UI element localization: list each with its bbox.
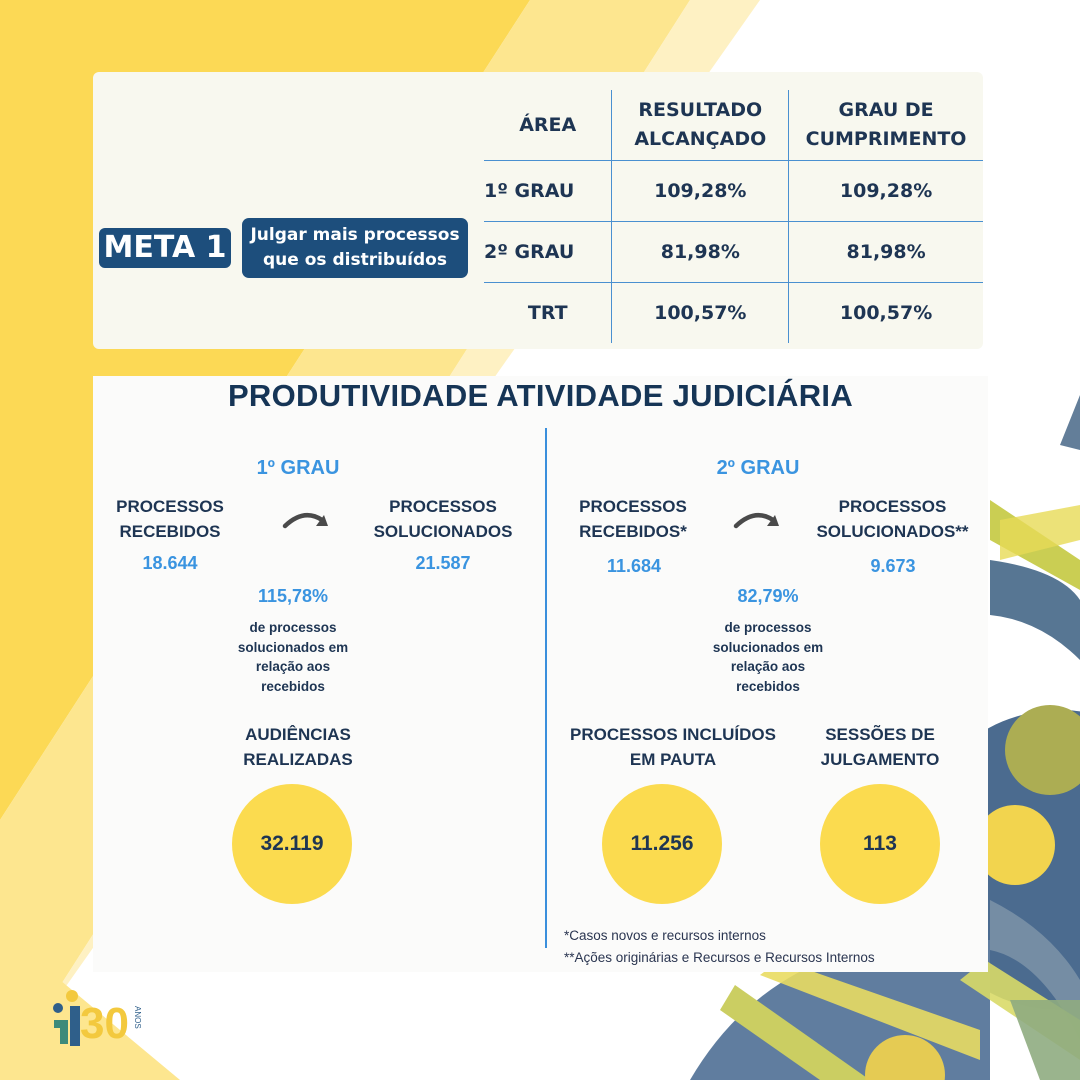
second-grade-heading: 2º GRAU [716, 457, 800, 479]
cell-area: 1º GRAU [484, 161, 612, 222]
logo-sub: ANOS [133, 1006, 142, 1029]
second-received-label: PROCESSOS RECEBIDOS* [579, 497, 687, 541]
cell-cumprimento: 109,28% [789, 161, 983, 222]
divider [545, 428, 547, 948]
meta-table [484, 90, 983, 343]
table-row [484, 222, 983, 283]
first-grade-heading: 1º GRAU [256, 457, 340, 479]
cell-resultado: 81,98% [612, 222, 789, 283]
cell-area: 2º GRAU [484, 222, 612, 283]
cell-resultado: 109,28% [612, 161, 789, 222]
second-solved-value: 9.673 [870, 556, 916, 576]
sessions-circle: 113 [820, 784, 940, 904]
meta-card [93, 72, 983, 349]
first-percent: 115,78% [257, 586, 329, 606]
first-percent-caption: de processos solucionados em relação aos recebidos [237, 620, 349, 694]
cell-area: TRT [484, 283, 612, 344]
header-cumprimento: GRAU DE CUMPRIMENTO [789, 90, 983, 161]
agenda-label: PROCESSOS INCLUÍDOS EM PAUTA [570, 725, 776, 769]
agenda-circle: 11.256 [602, 784, 722, 904]
first-received-value: 18.644 [142, 553, 198, 573]
cell-cumprimento: 81,98% [789, 222, 983, 283]
header-resultado: RESULTADO ALCANÇADO [612, 90, 789, 161]
hearings-label: AUDIÊNCIAS REALIZADAS [243, 725, 353, 769]
table-row [484, 283, 983, 344]
footnote-2: **Ações originárias e Recursos e Recursos Internos [564, 950, 875, 965]
footnote-1: *Casos novos e recursos internos [564, 928, 766, 943]
curved-arrow-icon [733, 506, 783, 530]
table-row [484, 161, 983, 222]
first-received-label: PROCESSOS RECEBIDOS [116, 497, 224, 541]
sessions-label: SESSÕES DE JULGAMENTO [820, 725, 940, 769]
header-area: ÁREA [519, 113, 577, 136]
trt-30-anos-logo [50, 988, 150, 1050]
productivity-title: PRODUTIVIDADE ATIVIDADE JUDICIÁRIA [227, 378, 854, 413]
hearings-circle: 32.119 [232, 784, 352, 904]
second-percent-caption: de processos solucionados em relação aos recebidos [712, 620, 824, 694]
second-received-value: 11.684 [606, 556, 662, 576]
first-solved-value: 21.587 [415, 553, 471, 573]
first-solved-label: PROCESSOS SOLUCIONADOS [373, 497, 513, 541]
productivity-card [93, 376, 988, 972]
second-percent: 82,79% [737, 586, 799, 606]
logo-number: 30 [80, 999, 129, 1048]
cell-cumprimento: 100,57% [789, 283, 983, 344]
second-solved-label: PROCESSOS SOLUCIONADOS** [816, 497, 969, 541]
curved-arrow-icon [282, 506, 332, 530]
meta-badge: META 1 [99, 228, 231, 268]
cell-resultado: 100,57% [612, 283, 789, 344]
meta-description: Julgar mais processos que os distribuídos [242, 218, 468, 278]
